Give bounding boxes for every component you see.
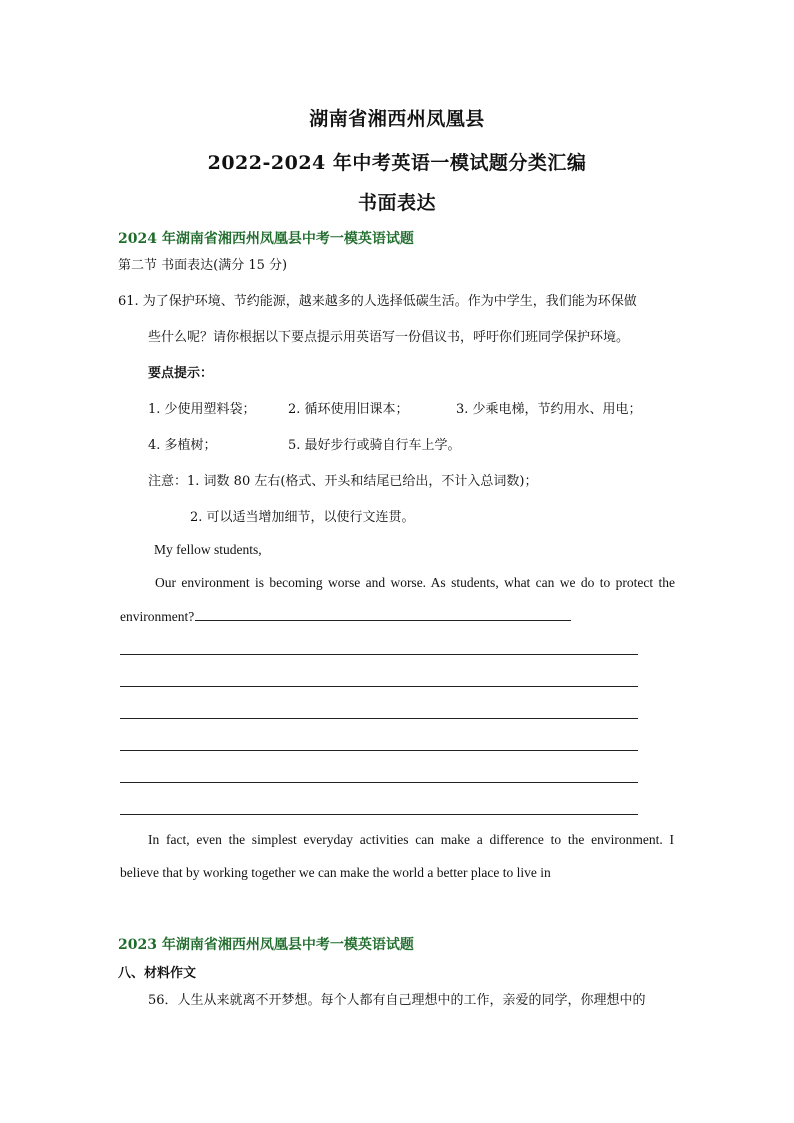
- page-title-collection: 2022-2024 年中考英语一模试题分类汇编: [207, 152, 587, 174]
- point-item-2: 2. 循环使用旧课本；: [288, 402, 409, 417]
- point-item-3: 3. 少乘电梯，节约用水、用电；: [456, 402, 642, 417]
- part-label-2023: 八、材料作文: [118, 966, 197, 981]
- page-title-region: 湖南省湘西州凤凰县: [309, 108, 485, 130]
- point-item-1: 1. 少使用塑料袋；: [148, 402, 256, 417]
- question-61-line-1: 61. 为了保护环境、节约能源，越来越多的人选择低碳生活。作为中学生，我们能为环保做: [118, 294, 637, 309]
- answer-line-1[interactable]: [120, 654, 638, 655]
- answer-line-5[interactable]: [120, 782, 638, 783]
- point-item-4: 4. 多植树；: [148, 438, 217, 453]
- section-heading-2024: 2024 年湖南省湘西州凤凰县中考一模英语试题: [118, 231, 414, 247]
- letter-opening-line-1: Our environment is becoming worse and worse. As students, what can we do to protect the: [155, 575, 675, 590]
- letter-closing-line-1: In fact, even the simplest everyday activities can make a difference to the environment. I: [148, 832, 674, 847]
- answer-blank-inline[interactable]: [195, 607, 571, 621]
- letter-opening-text: environment?: [120, 609, 195, 624]
- answer-line-4[interactable]: [120, 750, 638, 751]
- note-line-1: 注意：1. 词数 80 左右(格式、开头和结尾已给出，不计入总词数)；: [148, 474, 538, 489]
- letter-opening-line-2: [120, 607, 571, 625]
- points-label: 要点提示：: [148, 366, 214, 381]
- question-61-line-2: 些什么呢？请你根据以下要点提示用英语写一份倡议书，呼吁你们班同学保护环境。: [148, 330, 630, 345]
- page-title-topic: 书面表达: [357, 192, 436, 214]
- note-line-2: 2. 可以适当增加细节，以使行文连贯。: [190, 510, 415, 525]
- section-heading-2023: 2023 年湖南省湘西州凤凰县中考一模英语试题: [118, 937, 414, 953]
- point-item-5: 5. 最好步行或骑自行车上学。: [288, 438, 461, 453]
- letter-closing-line-2: believe that by working together we can make the world a better place to live in: [120, 865, 551, 880]
- answer-line-2[interactable]: [120, 686, 638, 687]
- letter-salutation: My fellow students,: [154, 542, 262, 557]
- answer-line-3[interactable]: [120, 718, 638, 719]
- question-56-line-1: 56．人生从来就离不开梦想。每个人都有自己理想中的工作，亲爱的同学，你理想中的: [148, 993, 646, 1008]
- answer-line-6[interactable]: [120, 814, 638, 815]
- part-label-2024: 第二节 书面表达(满分 15 分): [118, 258, 288, 273]
